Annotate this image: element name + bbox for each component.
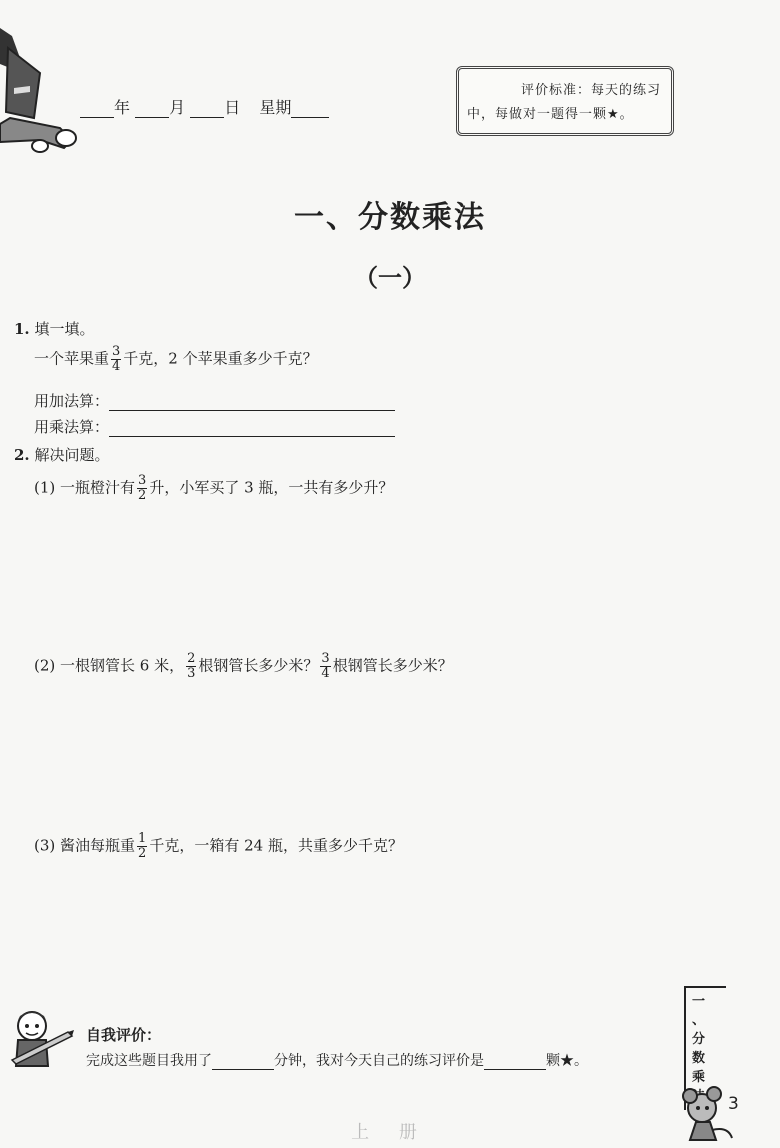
- footer-volume-mark: 上 册: [351, 1122, 429, 1143]
- side-tab-char: 、: [692, 1013, 706, 1028]
- weekday-label: 星期: [259, 98, 292, 117]
- multiplication-answer-row: [34, 416, 395, 437]
- self-eval-text-a: 完成这些题目我用了: [86, 1053, 212, 1069]
- page-number: 3: [728, 1094, 739, 1114]
- problem-3-text-a: 酱油每瓶重: [60, 836, 136, 855]
- side-tab-char: 一: [692, 994, 706, 1009]
- day-label: 日: [224, 98, 241, 117]
- problem-2-text-c: 根钢管长多少米？: [332, 656, 453, 675]
- problem-2-fraction-2: $\frac{3}{4}$: [321, 651, 330, 681]
- q1-fraction: $\frac{3}{4}$: [112, 344, 121, 374]
- page-subtitle: （一）: [354, 264, 426, 292]
- problem-2-label: (2): [34, 656, 56, 675]
- multiplication-label: 用乘法算：: [34, 418, 110, 436]
- addition-answer-row: [34, 390, 395, 411]
- rating-line-2: 中，每做对一题得一颗★。: [467, 107, 634, 122]
- self-eval-text-b: 分钟，我对今天自己的练习评价是: [274, 1053, 484, 1069]
- problem-2-fraction-1: $\frac{2}{3}$: [187, 651, 196, 681]
- question-1-title: 填一填。: [34, 320, 95, 338]
- self-eval-text-c: 颗★。: [546, 1053, 588, 1069]
- problem-3-text-b: 千克，一箱有 24 瓶，共重多少千克？: [149, 836, 403, 855]
- rating-line-1: 评价标准：每天的练习: [520, 83, 661, 98]
- question-2-title: 解决问题。: [34, 446, 110, 464]
- question-1-number: 1.: [14, 320, 30, 338]
- addition-answer-line[interactable]: [109, 394, 395, 411]
- date-line: [80, 95, 329, 118]
- problem-2-text-b: 根钢管长多少米？: [198, 656, 319, 675]
- self-eval-sentence: [86, 1050, 588, 1070]
- question-2-heading: [14, 444, 109, 465]
- q1-text-a: 一个苹果重: [34, 349, 110, 368]
- question-1-text: [34, 345, 318, 374]
- side-tab-char: 分: [692, 1032, 706, 1047]
- problem-1-text-a: 一瓶橙汁有: [60, 478, 136, 497]
- q1-text-b: 千克，2 个苹果重多少千克？: [123, 349, 318, 368]
- page-title: 一、分数乘法: [294, 200, 486, 235]
- year-label: 年: [114, 98, 131, 117]
- addition-label: 用加法算：: [34, 392, 110, 410]
- multiplication-answer-line[interactable]: [109, 420, 395, 437]
- side-tab-char: 乘: [692, 1070, 706, 1085]
- problem-1: [34, 474, 393, 503]
- question-2-number: 2.: [14, 446, 30, 464]
- problem-3-fraction: $\frac{1}{2}$: [138, 831, 147, 861]
- reading-kid-illustration: [0, 28, 82, 156]
- rating-box: [456, 66, 674, 136]
- stars-blank[interactable]: [484, 1055, 546, 1070]
- problem-3: [34, 832, 403, 861]
- question-1-heading: [14, 318, 94, 339]
- minutes-blank[interactable]: [212, 1055, 274, 1070]
- problem-1-label: (1): [34, 478, 56, 497]
- self-eval-title: 自我评价：: [86, 1026, 162, 1044]
- problem-3-label: (3): [34, 836, 56, 855]
- problem-2: [34, 652, 453, 681]
- problem-2-text-a: 一根钢管长 6 米，: [60, 656, 185, 675]
- month-label: 月: [169, 98, 186, 117]
- boy-with-pencil-illustration: [8, 1008, 74, 1074]
- side-tab-char: 数: [692, 1051, 706, 1066]
- problem-1-fraction: $\frac{3}{2}$: [138, 473, 147, 503]
- problem-1-text-b: 升，小军买了 3 瓶，一共有多少升？: [149, 478, 394, 497]
